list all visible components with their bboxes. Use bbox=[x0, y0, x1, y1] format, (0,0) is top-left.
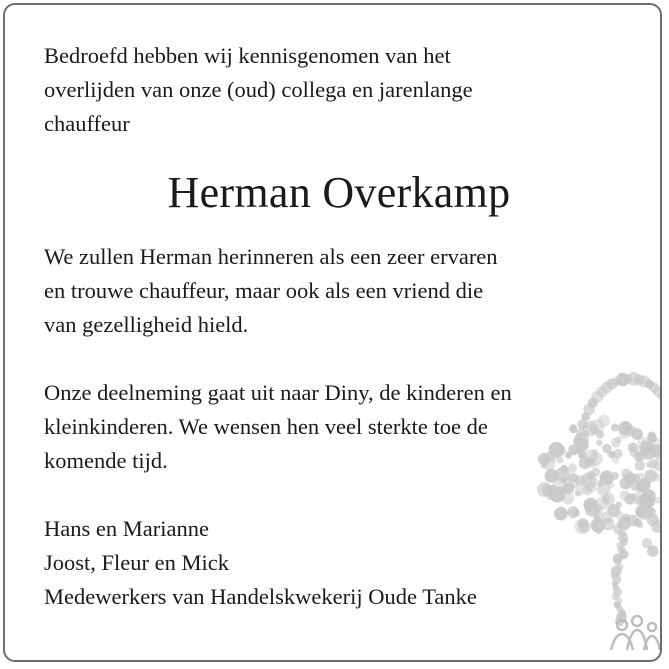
intro-paragraph bbox=[44, 39, 634, 141]
intro-line: chauffeur bbox=[44, 111, 130, 136]
death-notice-card bbox=[3, 3, 662, 662]
condolence-line: komende tijd. bbox=[44, 448, 168, 473]
signatures bbox=[44, 512, 634, 614]
notice-text bbox=[44, 39, 634, 614]
memory-line: en trouwe chauffeur, maar ook als een vriend die bbox=[44, 278, 484, 303]
deceased-name: Herman Overkamp bbox=[167, 168, 511, 217]
memory-line: van gezelligheid hield. bbox=[44, 312, 249, 337]
intro-line: Bedroefd hebben wij kennisgenomen van het bbox=[44, 43, 451, 68]
intro-line: overlijden van onze (oud) collega en jarenlange bbox=[44, 77, 473, 102]
signature-line: Joost, Fleur en Mick bbox=[44, 550, 229, 575]
condolence-paragraph bbox=[44, 376, 634, 478]
signature-line: Medewerkers van Handelskwekerij Oude Tanke bbox=[44, 584, 477, 609]
signature-line: Hans en Marianne bbox=[44, 516, 209, 541]
memory-paragraph bbox=[44, 240, 634, 342]
family-logo-icon bbox=[611, 616, 660, 650]
memory-line: We zullen Herman herinneren als een zeer ervaren bbox=[44, 244, 498, 269]
condolence-line: Onze deelneming gaat uit naar Diny, de kinderen en bbox=[44, 380, 512, 405]
condolence-line: kleinkinderen. We wensen hen veel sterkte toe de bbox=[44, 414, 488, 439]
